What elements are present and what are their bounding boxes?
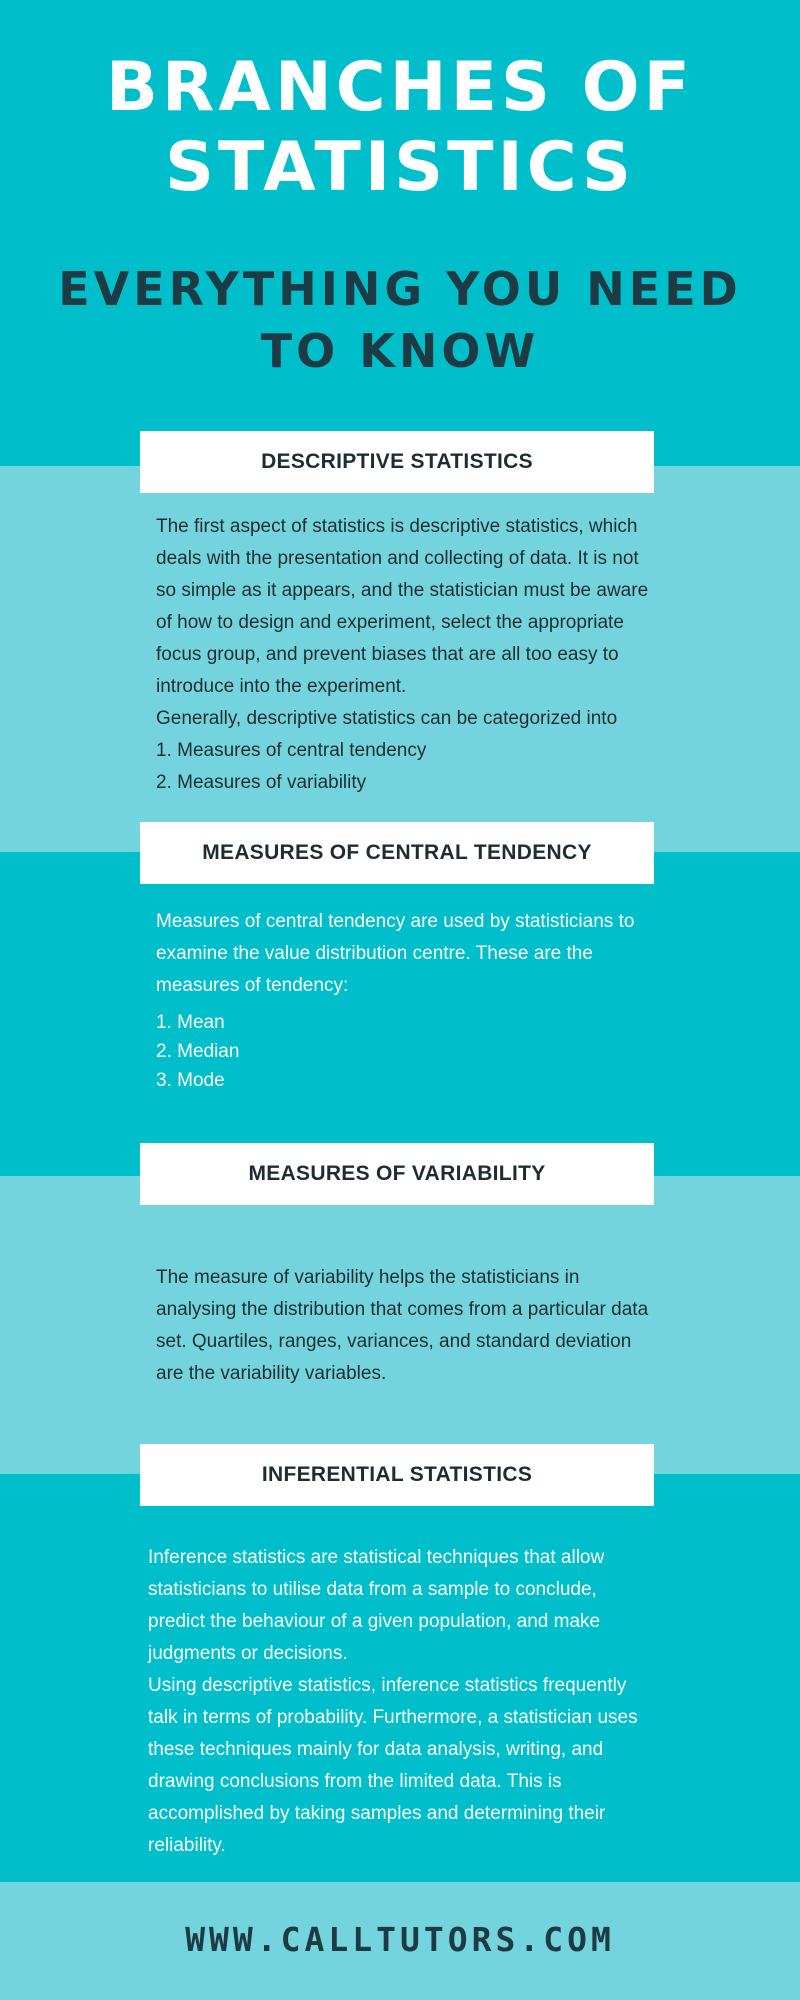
section-body-central-tendency: [156, 906, 656, 1095]
list-item: 1. Mean: [156, 1012, 225, 1033]
inferential-paragraph: Using descriptive statistics, inference statistics frequently talk in terms of probability. Furthermore, a statistician uses these techniques mainly for data analysis, writing, and drawing conclusions from the limited data. This is accomplished by taking samples and determining their reliability.: [148, 1675, 638, 1856]
page-subtitle: [0, 258, 800, 382]
section-heading-descriptive: DESCRIPTIVE STATISTICS: [140, 431, 654, 493]
section-body-variability: [156, 1262, 656, 1390]
page-title-line-2: STATISTICS: [165, 128, 635, 207]
list-item: 2. Measures of variability: [156, 772, 367, 793]
page-title-line-1: BRANCHES OF: [106, 48, 694, 127]
central-tendency-paragraph: Measures of central tendency are used by statisticians to examine the value distribution centre. These are the measures of tendency:: [156, 911, 635, 996]
descriptive-categorized-text: Generally, descriptive statistics can be categorized into: [156, 708, 618, 729]
page-subtitle-line-1: EVERYTHING YOU NEED: [58, 262, 742, 316]
descriptive-paragraph: The first aspect of statistics is descriptive statistics, which deals with the presentation and collecting of data. It is not so simple as it appears, and the statistician must be aware of how to design and experiment, select the appropriate focus group, and prevent biases that are all too easy to introduce into the experiment.: [156, 516, 649, 697]
inferential-paragraph: Inference statistics are statistical techniques that allow statisticians to utilise data from a sample to conclude, predict the behaviour of a given population, and make judgments or decisions.: [148, 1547, 605, 1664]
section-heading-inferential: INFERENTIAL STATISTICS: [140, 1444, 654, 1506]
page-title: [0, 48, 800, 208]
section-heading-central-tendency: MEASURES OF CENTRAL TENDENCY: [140, 822, 654, 884]
list-item: 2. Median: [156, 1041, 240, 1062]
variability-paragraph: The measure of variability helps the statisticians in analysing the distribution that comes from a particular data set. Quartiles, ranges, variances, and standard deviation are the variability variables.: [156, 1267, 649, 1384]
section-body-descriptive: [156, 511, 656, 799]
list-item: 3. Mode: [156, 1070, 225, 1091]
footer-website-link[interactable]: WWW.CALLTUTORS.COM: [185, 1920, 615, 1959]
page-subtitle-line-2: TO KNOW: [260, 324, 540, 378]
section-body-inferential: [148, 1542, 648, 1862]
section-heading-variability: MEASURES OF VARIABILITY: [140, 1143, 654, 1205]
list-item: 1. Measures of central tendency: [156, 740, 427, 761]
